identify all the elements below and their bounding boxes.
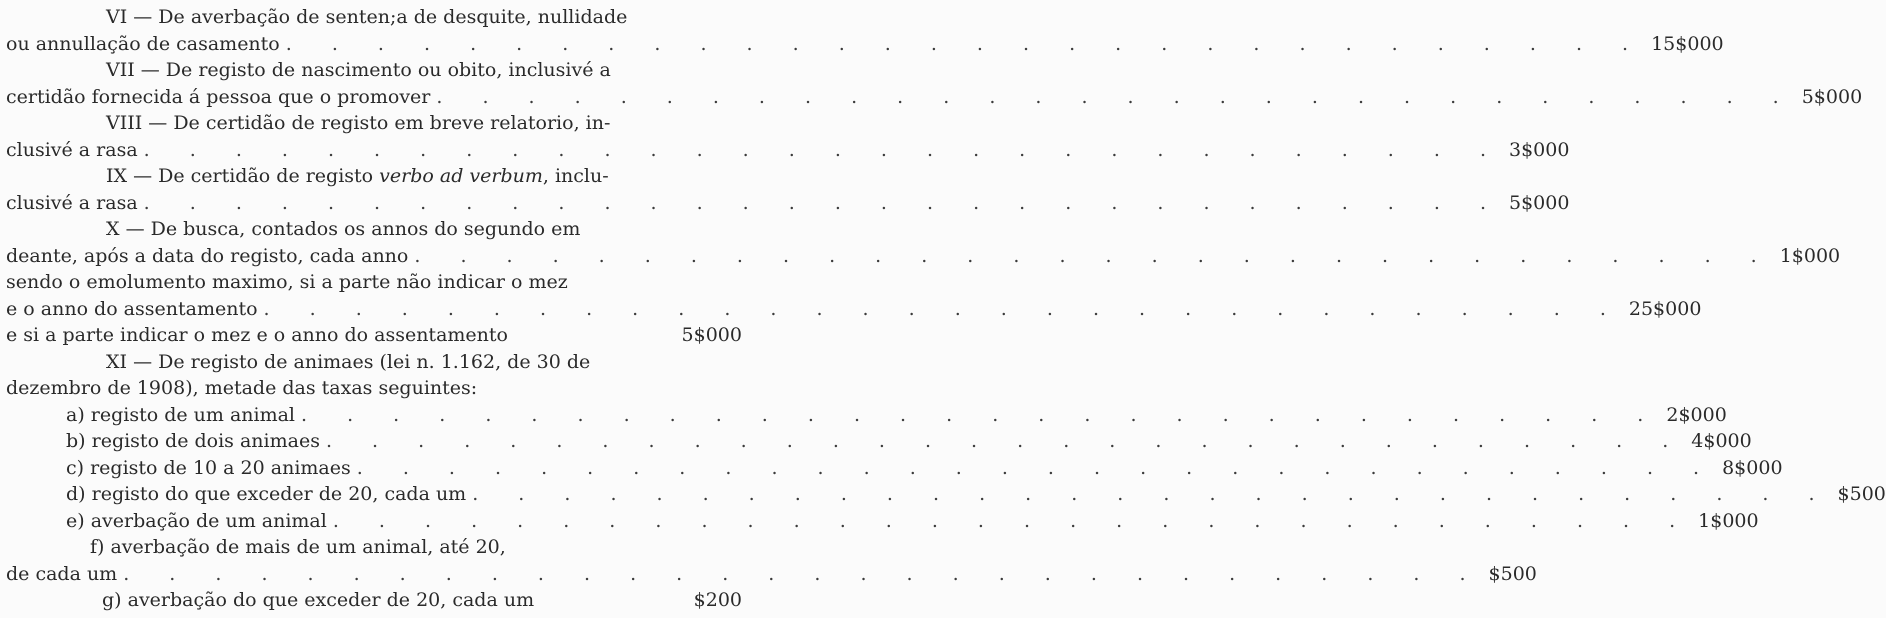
sub-item-line [6,481,1886,508]
line-text: certidão fornecida á pessoa que o promover [6,85,431,108]
fee-amount: 5$000 [1801,85,1863,108]
line-text: VI — De averbação de senten;a de desquite, nullidade [106,6,628,28]
fee-amount: 15$000 [1651,32,1724,55]
line-text: ou annullação de casamento [6,32,280,55]
leader-dots: . . . . . . . . . . . . . . . . . . . . . . . . . . . . . . [332,509,1693,532]
leader-dots: . . . . . . . . . . . . . . . . . . . . . . . . . . . . . . [301,403,1661,426]
leader-dots: . . . . . . . . . . . . . . . . . . . . . . . . . . . . . . [356,456,1717,479]
fee-amount: 1$000 [1779,244,1841,267]
sub-item-line [6,455,1783,482]
text-line-with-amount [6,31,1724,58]
fee-amount: 4$000 [1691,430,1752,452]
line-text: b) registo de dois animaes [66,430,320,452]
text-line [6,57,742,84]
line-text: e si a parte indicar o mez e o anno do assentamento [6,324,508,346]
leader-dots: . . . . . . . . . . . . . . . . . . . . . . . . . . . . . . [325,430,1686,452]
line-text: XI — De registo de animaes (lei n. 1.162, de 30 de [106,350,591,373]
fee-amount: 8$000 [1722,456,1783,479]
fee-amount: 25$000 [1628,297,1702,320]
text-line [6,269,742,296]
text-line [6,110,742,137]
text-line-with-amount [6,137,1570,164]
line-text: sendo o emolumento maximo, si a parte não indicar o mez [6,271,568,293]
sub-item-line [6,508,1759,535]
text-line [6,349,742,376]
line-text: VIII — De certidão de registo em breve relatorio, in- [106,112,611,134]
text-line [6,375,742,402]
text-line-with-amount [6,190,1570,217]
fee-amount: 2$000 [1666,403,1727,426]
line-text: deante, após a data do registo, cada anno [6,244,409,267]
text-line-with-amount [6,561,1537,588]
line-text-start: IX — De certidão de registo [106,165,374,187]
fee-amount: $500 [1837,483,1886,505]
sub-item-line [6,534,742,561]
text-line [6,216,742,243]
text-line-with-amount [6,243,1841,270]
line-text: c) registo de 10 a 20 animaes [66,456,351,479]
line-text: e) averbação de um animal [66,509,327,532]
sub-item-line [6,402,1727,429]
sub-item-line [6,428,1752,455]
line-text: f) averbação de mais de um animal, até 20, [90,536,506,558]
fee-amount: 3$000 [1509,138,1570,161]
line-text: VII — De registo de nascimento ou obito, inclusivé a [106,59,611,81]
text-line [6,163,742,190]
fee-amount: $500 [1488,562,1537,585]
line-text: d) registo do que exceder de 20, cada um [66,483,467,505]
line-text: g) averbação do que exceder de 20, cada um [102,589,535,611]
line-text: clusivé a rasa [6,138,138,161]
leader-dots: . . . . . . . . . . . . . . . . . . . . . . . . . . . . . . [285,32,1646,55]
leader-dots: . . . . . . . . . . . . . . . . . . . . . . . . . . . . . . [143,191,1503,214]
sub-item-line [6,587,742,614]
fee-amount: $200 [693,589,742,611]
leader-dots: . . . . . . . . . . . . . . . . . . . . . . . . . . . . . . [414,244,1774,267]
leader-dots: . . . . . . . . . . . . . . . . . . . . . . . . . . . . . . [436,85,1796,108]
fee-schedule-text [6,4,1886,614]
leader-dots: . . . . . . . . . . . . . . . . . . . . . . . . . . . . . . [472,483,1832,505]
text-line-with-amount [6,84,1863,111]
line-text: clusivé a rasa [6,191,138,214]
line-text: dezembro de 1908), metade das taxas seguintes: [6,377,478,399]
line-text: a) registo de um animal [66,403,296,426]
latin-phrase: verbo ad verbum [379,165,543,187]
line-text: X — De busca, contados os annos do segundo em [106,218,581,240]
line-text-end: , inclu- [542,165,609,187]
fee-amount: 1$000 [1698,509,1759,532]
fee-amount: 5$000 [1509,191,1570,214]
line-text: e o anno do assentamento [6,297,258,320]
text-line-with-amount [6,322,742,349]
text-line [6,4,742,31]
leader-dots: . . . . . . . . . . . . . . . . . . . . . . . . . . . . . . [123,562,1483,585]
line-text: de cada um [6,562,118,585]
leader-dots: . . . . . . . . . . . . . . . . . . . . . . . . . . . . . . [143,138,1503,161]
text-line-with-amount [6,296,1702,323]
leader-dots: . . . . . . . . . . . . . . . . . . . . . . . . . . . . . . [263,297,1623,320]
fee-amount: 5$000 [681,324,742,346]
